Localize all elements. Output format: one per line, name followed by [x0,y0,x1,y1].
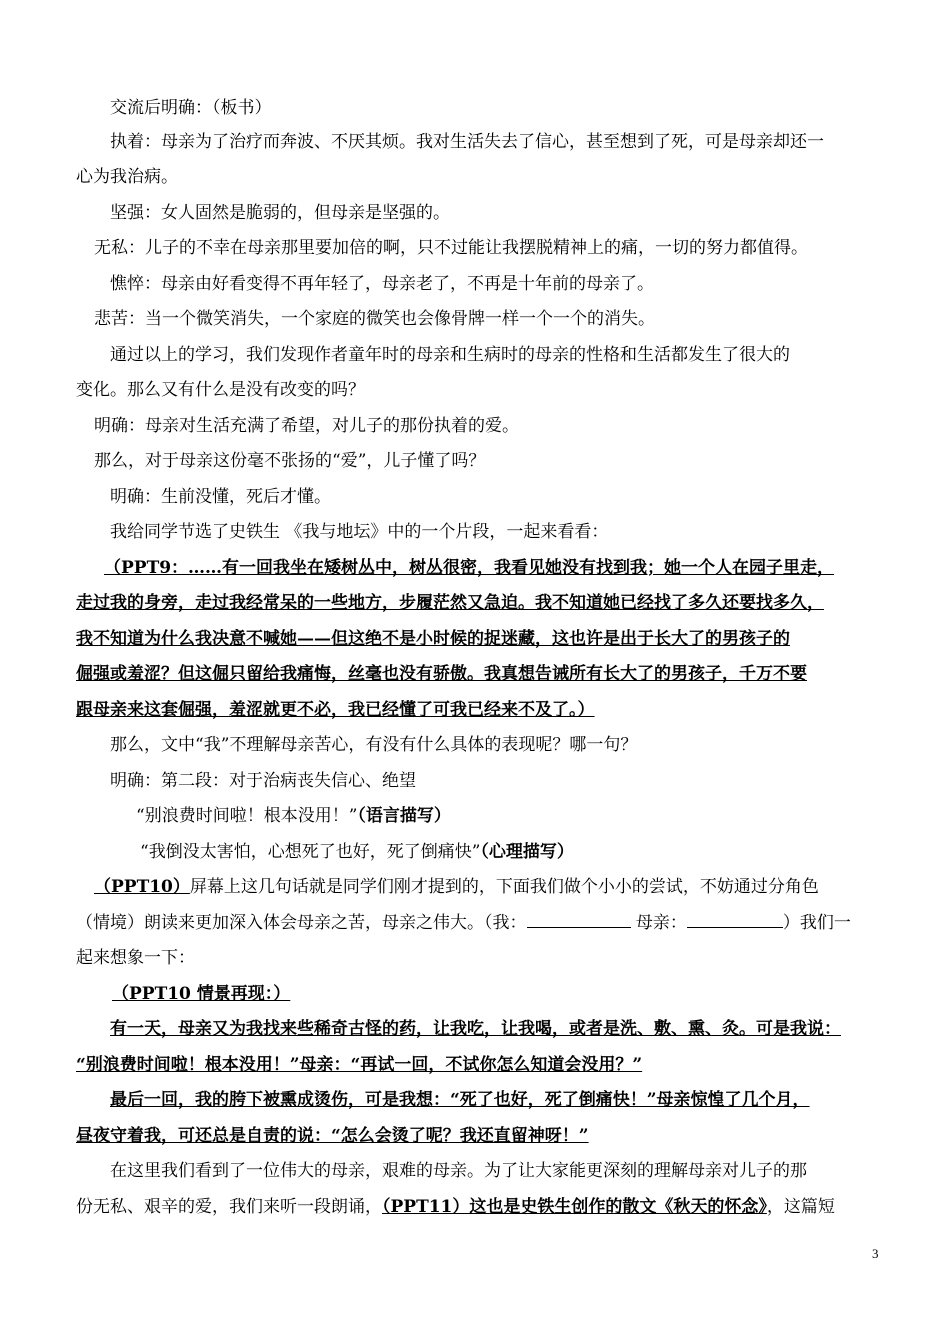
text-line [110,769,888,793]
text-span: 我给同学节选了史铁生 《我与地坛》中的一个片段，一起来看看： [110,522,609,542]
text-span: 那么，文中“我”不理解母亲苦心，有没有什么具体的表现呢？哪一句？ [110,735,638,755]
text-line [110,1159,888,1183]
text-line [110,130,888,154]
text-span: 执着：母亲为了治疗而奔波、不厌其烦。我对生活失去了信心，甚至想到了死，可是母亲却还一 [110,132,824,152]
text-span: 屏幕上这几句话就是同学们刚才提到的，下面我们做个小小的尝试，不妨通过分角色 [189,877,819,897]
quote-line [76,662,888,686]
text-line [110,96,888,120]
text-span: “我倒没太害怕，心想死了也好，死了倒痛快” [140,842,481,862]
text-span: 憔悴：母亲由好看变得不再年轻了，母亲老了，不再是十年前的母亲了。 [110,274,654,294]
text-span: 交流后明确：（板书） [110,98,272,118]
text-line [110,520,888,544]
quote-line [76,591,888,615]
text-span: （情境）朗读来更加深入体会母亲之苦，母亲之伟大。（我： [76,913,527,933]
ppt-ref: （PPT11）这也是史铁生创作的散文《秋天的怀念》 [382,1197,767,1217]
text-span: （PPT10 情景再现：） [112,984,291,1004]
quote-line [76,1053,888,1077]
quote-line [76,698,888,722]
text-span: 起来想象一下： [76,948,195,968]
text-span: ，这篇短 [766,1197,835,1217]
text-line [110,485,888,509]
quote-line [76,627,888,651]
text-span: 最后一回，我的胯下被熏成烫伤，可是我想：“死了也好，死了倒痛快！”母亲惊惶了几个月， [110,1090,810,1110]
text-span: 跟母亲来这套倔强，羞涩就更不必，我已经懂了可我已经来不及了。） [76,700,595,720]
text-span: 那么，对于母亲这份毫不张扬的“爱”，儿子懂了吗？ [94,451,486,471]
text-line [140,840,888,864]
quote-line [110,1088,888,1112]
text-line [94,414,888,438]
text-span: 无私：儿子的不幸在母亲那里要加倍的啊，只不过能让我摆脱精神上的痛，一切的努力都值得。 [94,238,808,258]
text-span: 走过我的身旁，走过我经常呆的一些地方，步履茫然又急迫。我不知道她已经找了多久还要找多久， [76,593,824,613]
text-span: “别浪费时间啦！根本没用！” [136,806,358,826]
quote-line [104,556,888,580]
text-line [76,165,888,189]
text-span: ）我们一 [782,913,851,933]
text-span: 有一天，母亲又为我找来些稀奇古怪的药，让我吃，让我喝，或者是洗、敷、熏、灸。可是我说： [110,1019,841,1039]
text-line [76,378,888,402]
text-line [110,272,888,296]
text-span: 变化。那么又有什么是没有改变的吗？ [76,380,365,400]
ppt-ref: （PPT10） [94,877,190,897]
text-line [94,236,888,260]
text-line [110,343,888,367]
text-line [110,733,888,757]
text-span: 倔强或羞涩？但这倔只留给我痛悔，丝毫也没有骄傲。我真想告诫所有长大了的男孩子，千万不要 [76,664,807,684]
text-span: 坚强：女人固然是脆弱的，但母亲是坚强的。 [110,203,450,223]
text-span: （PPT9：……有一回我坐在矮树丛中，树丛很密，我看见她没有找到我；她一个人在园子里走， [104,558,835,578]
text-span: 份无私、艰辛的爱，我们来听一段朗诵， [76,1197,382,1217]
text-line [76,911,888,935]
text-span: 我不知道为什么我决意不喊她——但这绝不是小时候的捉迷藏，这也许是出于长大了的男孩子的 [76,629,790,649]
annotation-label: （语言描写） [357,806,451,826]
text-line [94,449,888,473]
text-line [94,307,888,331]
text-span: 明确：第二段：对于治病丧失信心、绝望 [110,771,416,791]
text-line [76,1195,888,1219]
text-span: “别浪费时间啦！根本没用！”母亲：“再试一回，不试你怎么知道会没用？” [76,1055,643,1075]
text-span: 母亲： [635,913,687,933]
annotation-label: （心理描写） [480,842,574,862]
text-span: 通过以上的学习，我们发现作者童年时的母亲和生病时的母亲的性格和生活都发生了很大的 [110,345,790,365]
fill-blank[interactable] [527,911,631,928]
text-line [76,946,888,970]
quote-line [112,982,888,1006]
text-span: 在这里我们看到了一位伟大的母亲，艰难的母亲。为了让大家能更深刻的理解母亲对儿子的那 [110,1161,807,1181]
quote-line [110,1017,888,1041]
text-span: 明确：生前没懂，死后才懂。 [110,487,331,507]
page-number: 3 [872,1246,879,1261]
text-span: 明确：母亲对生活充满了希望，对儿子的那份执着的爱。 [94,416,519,436]
text-line [110,201,888,225]
text-span: 心为我治病。 [76,167,178,187]
text-line [94,875,888,899]
text-span: 悲苦：当一个微笑消失，一个家庭的微笑也会像骨牌一样一个一个的消失。 [94,309,655,329]
quote-line [76,1124,888,1148]
text-span: 昼夜守着我，可还总是自责的说：“怎么会烫了呢？我还直留神呀！” [76,1126,589,1146]
text-line [136,804,888,828]
fill-blank[interactable] [687,911,783,928]
